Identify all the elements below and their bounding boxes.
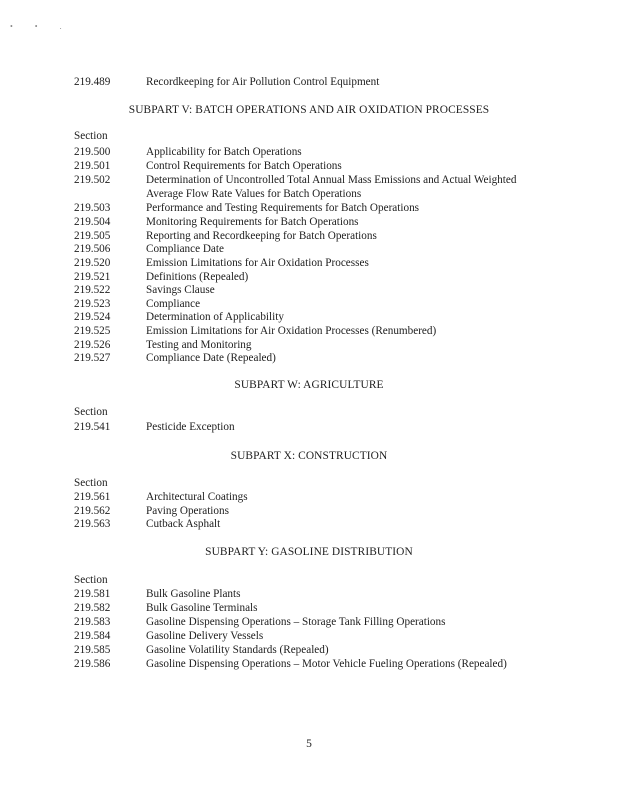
section-number: 219.583 bbox=[74, 616, 111, 628]
section-number: 219.506 bbox=[74, 243, 111, 255]
subpart-x-heading: SUBPART X: CONSTRUCTION bbox=[230, 450, 388, 462]
section-title: Gasoline Dispensing Operations – Storage Tank Filling Operations bbox=[146, 616, 446, 628]
toc-entry bbox=[74, 202, 419, 216]
section-number: 219.541 bbox=[74, 421, 111, 433]
section-title: Savings Clause bbox=[146, 284, 215, 296]
section-number: 219.582 bbox=[74, 602, 111, 614]
section-title: Bulk Gasoline Terminals bbox=[146, 602, 258, 614]
toc-entry bbox=[74, 505, 229, 519]
section-label: Section bbox=[74, 406, 108, 418]
section-title: Cutback Asphalt bbox=[146, 518, 221, 530]
toc-entry bbox=[74, 602, 258, 616]
section-number: 219.500 bbox=[74, 146, 111, 158]
toc-entry bbox=[74, 311, 284, 325]
section-title: Paving Operations bbox=[146, 505, 229, 517]
section-title: Bulk Gasoline Plants bbox=[146, 588, 241, 600]
section-title: Recordkeeping for Air Pollution Control Equipment bbox=[146, 76, 380, 88]
section-title: Testing and Monitoring bbox=[146, 339, 252, 351]
toc-entry bbox=[74, 339, 252, 353]
toc-entry bbox=[74, 271, 248, 285]
section-number: 219.505 bbox=[74, 230, 111, 242]
section-number: 219.563 bbox=[74, 518, 111, 530]
toc-entry bbox=[74, 230, 377, 244]
section-number: 219.525 bbox=[74, 325, 111, 337]
section-number: 219.504 bbox=[74, 216, 111, 228]
toc-entry bbox=[74, 518, 220, 532]
section-title: Monitoring Requirements for Batch Operations bbox=[146, 216, 359, 228]
toc-entry bbox=[74, 284, 215, 298]
section-number: 219.561 bbox=[74, 491, 111, 503]
section-title: Emission Limitations for Air Oxidation Processes (Renumbered) bbox=[146, 325, 437, 337]
scan-specks: • • . bbox=[10, 22, 72, 31]
toc-entry bbox=[74, 298, 200, 312]
toc-entry bbox=[74, 630, 263, 644]
toc-entry bbox=[74, 146, 302, 160]
toc-entry bbox=[74, 174, 526, 201]
toc-entry bbox=[74, 257, 369, 271]
subpart-y-heading: SUBPART Y: GASOLINE DISTRIBUTION bbox=[205, 546, 413, 558]
section-label: Section bbox=[74, 130, 108, 142]
toc-entry bbox=[74, 160, 342, 174]
section-number: 219.501 bbox=[74, 160, 111, 172]
section-number: 219.586 bbox=[74, 658, 111, 670]
section-title: Determination of Applicability bbox=[146, 311, 284, 323]
section-title: Emission Limitations for Air Oxidation Processes bbox=[146, 257, 369, 269]
toc-entry bbox=[74, 644, 329, 658]
toc-entry bbox=[74, 421, 235, 435]
toc-entry bbox=[74, 325, 436, 339]
section-number: 219.524 bbox=[74, 311, 111, 323]
section-title: Definitions (Repealed) bbox=[146, 271, 249, 283]
subpart-v-heading: SUBPART V: BATCH OPERATIONS AND AIR OXIDATION PROCESSES bbox=[128, 104, 490, 116]
section-number: 219.521 bbox=[74, 271, 111, 283]
toc-entry bbox=[74, 658, 507, 672]
section-title: Compliance Date bbox=[146, 243, 224, 255]
section-title: Pesticide Exception bbox=[146, 421, 235, 433]
subpart-w-heading: SUBPART W: AGRICULTURE bbox=[234, 379, 384, 391]
section-number: 219.527 bbox=[74, 352, 111, 364]
section-title: Architectural Coatings bbox=[146, 491, 248, 503]
section-number: 219.584 bbox=[74, 630, 111, 642]
section-number: 219.526 bbox=[74, 339, 111, 351]
section-title: Performance and Testing Requirements for Batch Operations bbox=[146, 202, 420, 214]
section-title: Gasoline Dispensing Operations – Motor Vehicle Fueling Operations (Repealed) bbox=[146, 658, 507, 670]
section-number: 219.523 bbox=[74, 298, 111, 310]
section-number: 219.522 bbox=[74, 284, 111, 296]
section-number: 219.581 bbox=[74, 588, 111, 600]
toc-entry bbox=[74, 616, 445, 630]
section-title: Compliance Date (Repealed) bbox=[146, 352, 276, 364]
page-number: 5 bbox=[306, 738, 312, 750]
section-title: Control Requirements for Batch Operations bbox=[146, 160, 342, 172]
section-title: Reporting and Recordkeeping for Batch Operations bbox=[146, 230, 377, 242]
toc-entry bbox=[74, 76, 379, 90]
toc-entry bbox=[74, 243, 224, 257]
section-label: Section bbox=[74, 477, 108, 489]
toc-entry bbox=[74, 216, 359, 230]
toc-entry bbox=[74, 491, 248, 505]
section-number: 219.503 bbox=[74, 202, 111, 214]
section-number: 219.502 bbox=[74, 174, 111, 186]
section-number: 219.489 bbox=[74, 76, 111, 88]
section-title: Compliance bbox=[146, 298, 201, 310]
section-number: 219.520 bbox=[74, 257, 111, 269]
section-title: Gasoline Delivery Vessels bbox=[146, 630, 264, 642]
section-title: Applicability for Batch Operations bbox=[146, 146, 302, 158]
section-title: Gasoline Volatility Standards (Repealed) bbox=[146, 644, 329, 656]
section-label: Section bbox=[74, 574, 108, 586]
toc-entry bbox=[74, 352, 276, 366]
section-number: 219.585 bbox=[74, 644, 111, 656]
section-number: 219.562 bbox=[74, 505, 111, 517]
section-title: Determination of Uncontrolled Total Annual Mass Emissions and Actual Weighted Average Flow Rate Values for Batch Operations bbox=[146, 174, 517, 200]
toc-entry bbox=[74, 588, 240, 602]
